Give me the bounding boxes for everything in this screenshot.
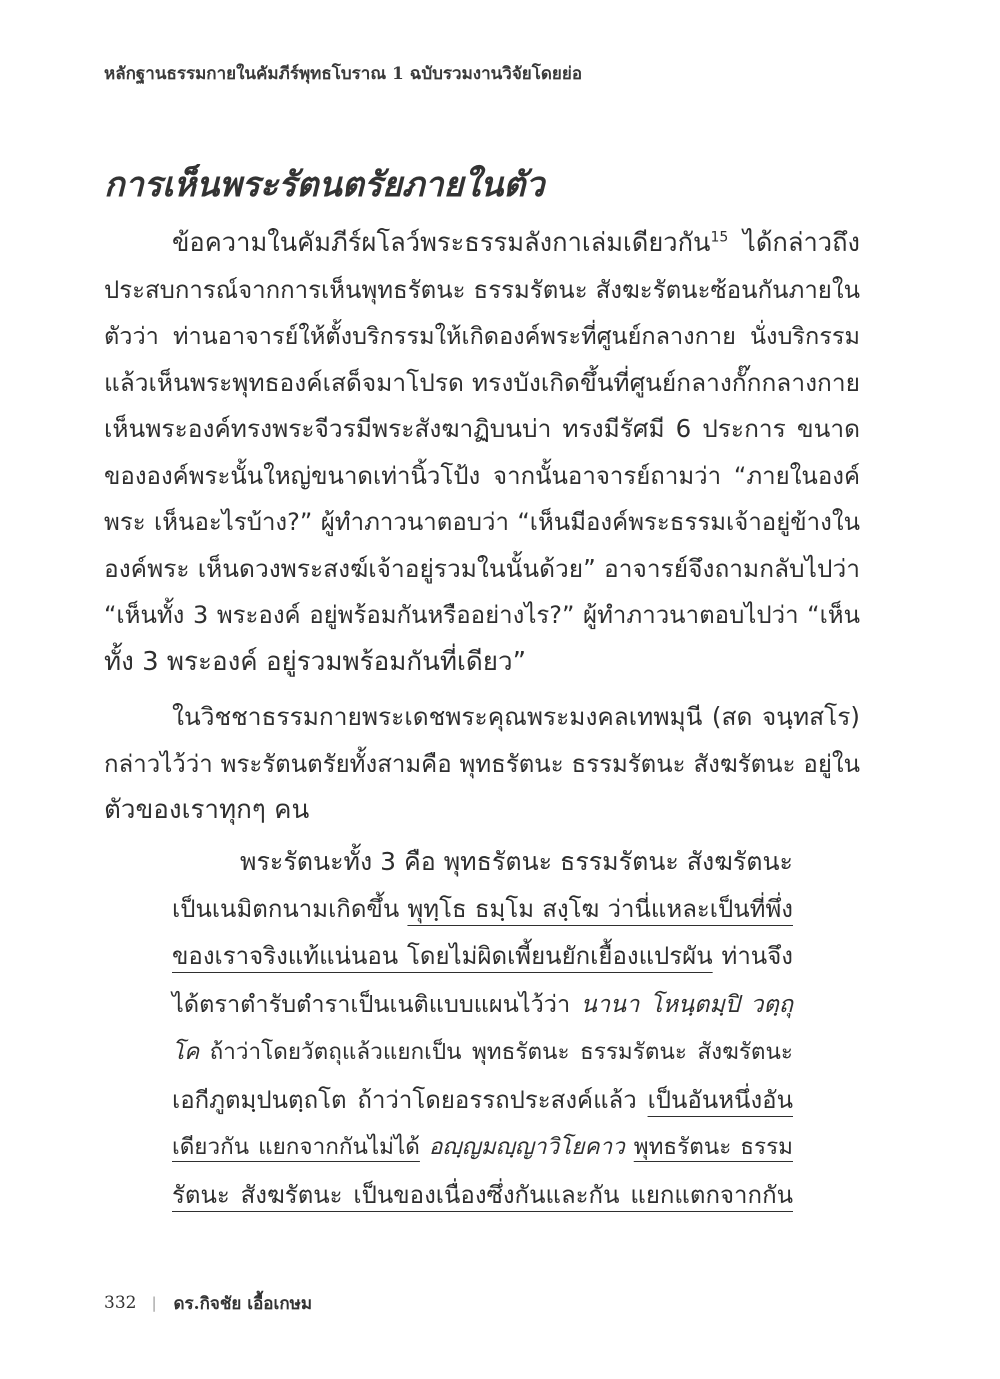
text-line xyxy=(172,933,793,981)
underlined-text: รัตนะ สังฆรัตนะ เป็นของเนื่องซึ่งกันและกัน แยกแตกจากกัน xyxy=(172,1180,793,1209)
page-number: 332 xyxy=(104,1293,137,1313)
text-run: ประสบการณ์จากการเห็นพุทธรัตนะ ธรรมรัตนะ สังฆะรัตนะซ้อนกันภายใน xyxy=(104,275,860,304)
body-paragraph xyxy=(104,694,860,834)
text-line xyxy=(172,1077,793,1125)
text-run: องค์พระ เห็นดวงพระสงฆ์เจ้าอยู่รวมในนั้นด้วย” อาจารย์จึงถามกลับไปว่า xyxy=(104,553,860,583)
text-line xyxy=(104,499,860,546)
text-run: ถ้าว่าโดยวัตถุแล้วแยกเป็น พุทธรัตนะ ธรรมรัตนะ สังฆรัตนะ xyxy=(199,1038,793,1065)
text-run: เอกีภูตมฺปนตฺถโต ถ้าว่าโดยอรรถประสงค์แล้ว xyxy=(172,1085,648,1114)
text-line xyxy=(104,546,860,593)
text-run: พระรัตนะทั้ง 3 คือ พุทธรัตนะ ธรรมรัตนะ สังฆรัตนะ xyxy=(240,847,793,876)
section-title: การเห็นพระรัตนตรัยภายในตัว xyxy=(104,165,545,205)
footer-separator: | xyxy=(151,1294,157,1312)
author-name: ดร.กิจชัย เอื้อเกษม xyxy=(173,1293,313,1314)
text-run: ท่านจึง xyxy=(712,942,793,971)
italic-pali-text: โค xyxy=(172,1038,200,1065)
text-line xyxy=(104,220,860,267)
text-run: ได้กล่าวถึง xyxy=(728,228,860,258)
text-line xyxy=(104,787,860,834)
text-line xyxy=(104,406,860,453)
text-line xyxy=(104,267,860,314)
text-run: เห็นพระองค์ทรงพระจีวรมีพระสังฆาฏิบนบ่า ทรงมีรัศมี 6 ประการ ขนาด xyxy=(104,414,860,443)
text-run: กล่าวไว้ว่า พระรัตนตรัยทั้งสามคือ พุทธรัตนะ ธรรมรัตนะ สังฆรัตนะ อยู่ใน xyxy=(104,749,861,778)
block-quote xyxy=(172,838,793,1220)
text-run: ทั้ง 3 พระองค์ อยู่รวมพร้อมกันที่เดียว” xyxy=(104,646,527,677)
underlined-text: เดียวกัน แยกจากกันไม่ได้ xyxy=(172,1134,420,1161)
text-run: ข้อความในคัมภีร์ผโลว์พระธรรมลังกาเล่มเดียวกัน xyxy=(172,228,711,258)
footnote-ref: 15 xyxy=(710,229,729,246)
text-run: ในวิชชาธรรมกายพระเดชพระคุณพระมงคลเทพมุนี (สด จนฺทสโร) xyxy=(172,702,860,731)
text-run: ได้ตราตำรับตำราเป็นเนติแบบแผนไว้ว่า xyxy=(172,990,581,1019)
underlined-text: ของเราจริงแท้แน่นอน โดยไม่ผิดเพี้ยนยักเยื้องแปรผัน xyxy=(172,942,713,971)
text-line xyxy=(104,313,860,360)
text-run: แล้วเห็นพระพุทธองค์เสด็จมาโปรด ทรงบังเกิดขึ้นที่ศูนย์กลางกั๊กกลางกาย xyxy=(104,367,860,397)
text-line xyxy=(104,741,860,788)
text-run: ตัวของเราทุกๆ คน xyxy=(104,795,310,825)
text-line xyxy=(172,1029,793,1077)
text-line xyxy=(104,360,860,407)
text-line xyxy=(104,639,860,686)
text-line xyxy=(104,694,860,741)
body-paragraph xyxy=(104,220,860,685)
text-run: พระ เห็นอะไรบ้าง?” ผู้ทำภาวนาตอบว่า “เห็นมีองค์พระธรรมเจ้าอยู่ข้างใน xyxy=(104,508,860,536)
text-line xyxy=(172,1124,793,1172)
italic-pali-text: อญฺญมญฺญาวิโยคาว xyxy=(419,1134,634,1161)
text-line xyxy=(104,453,860,500)
text-line xyxy=(172,1172,793,1220)
underlined-text: พุทธรัตนะ ธรรม xyxy=(633,1134,793,1161)
text-run: “เห็นทั้ง 3 พระองค์ อยู่พร้อมกันหรืออย่างไร?” ผู้ทำภาวนาตอบไปว่า “เห็น xyxy=(104,601,860,629)
italic-pali-text: นานา โหนฺตมฺปิ วตฺถุ xyxy=(580,990,793,1019)
text-run: ขององค์พระนั้นใหญ่ขนาดเท่านิ้วโป้ง จากนั้นอาจารย์ถามว่า “ภายในองค์ xyxy=(104,461,860,490)
underlined-text: พุทฺโธ ธมฺโม สงฺโฆ ว่านี่แหละเป็นที่พึ่ง xyxy=(407,894,793,923)
page-footer xyxy=(104,1288,312,1318)
underlined-text: เป็นอันหนึ่งอัน xyxy=(647,1085,793,1114)
text-line xyxy=(172,886,793,934)
text-line xyxy=(104,592,860,639)
running-header: หลักฐานธรรมกายในคัมภีร์พุทธโบราณ 1 ฉบับรวมงานวิจัยโดยย่อ xyxy=(104,64,583,84)
text-line xyxy=(172,981,793,1029)
text-run: ตัวว่า ท่านอาจารย์ให้ตั้งบริกรรมให้เกิดองค์พระที่ศูนย์กลางกาย นั่งบริกรรม xyxy=(104,322,860,350)
text-run: เป็นเนมิตกนามเกิดขึ้น xyxy=(172,894,408,923)
text-line xyxy=(172,838,793,886)
